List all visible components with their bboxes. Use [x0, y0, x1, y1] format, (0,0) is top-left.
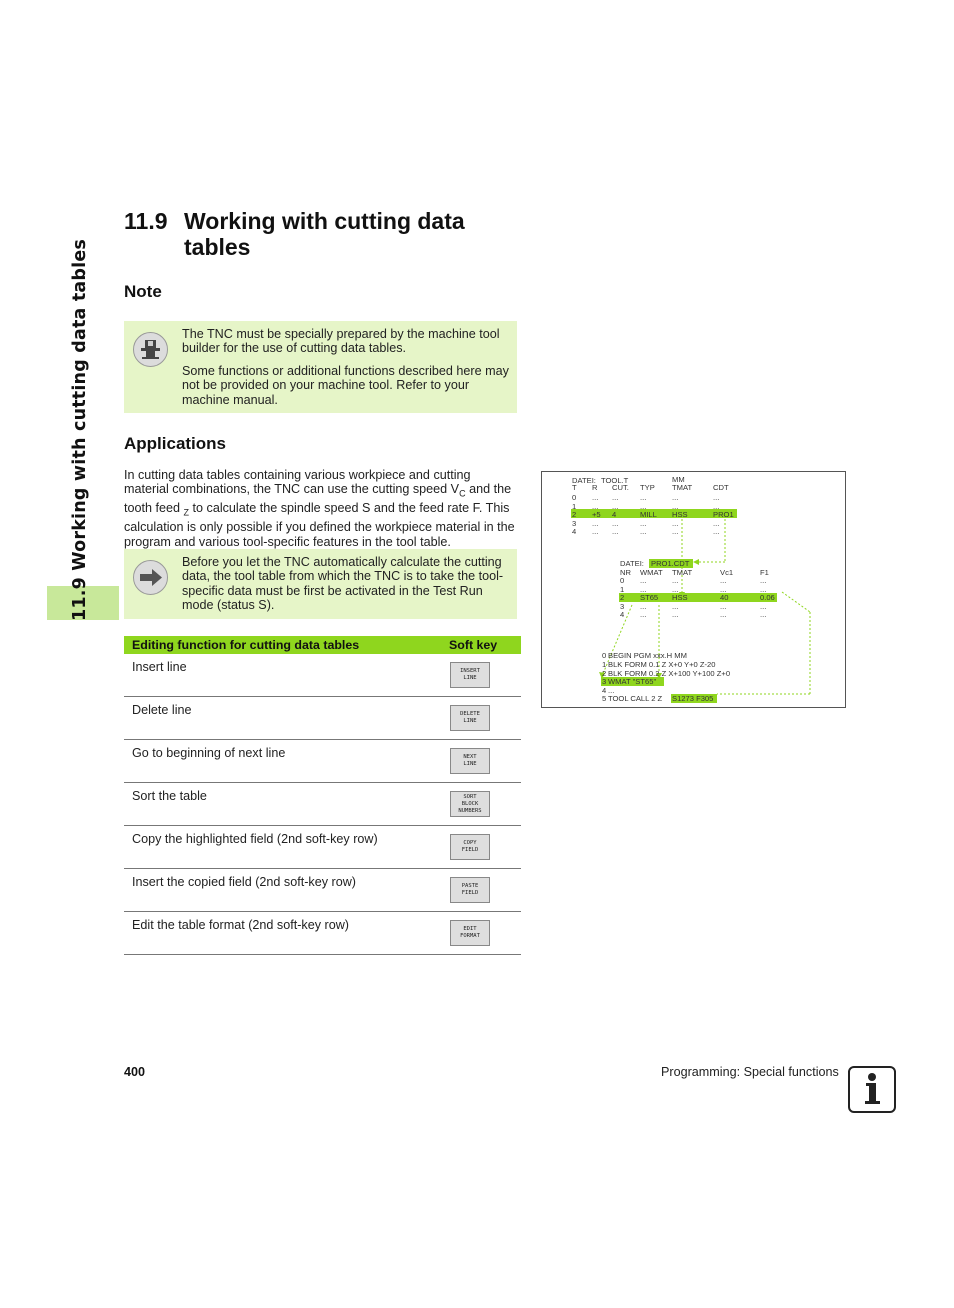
program-line-text: BLK FORM 0.2 Z X+100 Y+100 Z+0 — [608, 669, 731, 678]
info-text: Before you let the TNC automatically calculate the cutting data, the tool table from which the TNC is to take the tool-specific data must be first be activated in the Test Run mode (status S). — [182, 555, 504, 613]
applications-paragraph: In cutting data tables containing various workpiece and cutting material combinations, the TNC can use the cutting speed $V_C$ and the tooth feed $_Z$ to calculate the spindle speed S and the feed rate F. This calculation is only possible if you defined the workpiece material in the program and various tool-specific features in the tool table. — [124, 468, 515, 549]
tool-table-cell: PRO1 — [713, 510, 734, 519]
softkey-label: NUMBERS — [458, 807, 482, 814]
cdt-file-name: PRO1.CDT — [651, 559, 690, 568]
cdt-table-cell: ... — [760, 601, 767, 611]
cdt-table-header: NR — [620, 568, 631, 577]
cdt-table-cell: ... — [672, 576, 679, 585]
cdt-table-cell: ST65 — [640, 593, 659, 602]
softkey-cell — [441, 869, 521, 912]
tool-table-cell: ... — [640, 518, 647, 528]
tool-table-header: TMAT — [672, 483, 693, 492]
tool-table-header: CUT. — [612, 483, 629, 492]
function-label: Insert the copied field (2nd soft-key row) — [124, 869, 441, 912]
cdt-table-cell: 0.06 — [760, 593, 775, 602]
table-row — [124, 783, 521, 826]
table-header-function: Editing function for cutting data tables — [124, 636, 441, 654]
cdt-table-header: WMAT — [640, 568, 663, 577]
tool-table-cell: ... — [672, 501, 679, 511]
softkey-cell — [441, 697, 521, 740]
applications-heading: Applications — [124, 434, 227, 453]
program-line-text: TOOL CALL 2 Z — [608, 694, 663, 703]
softkey-label: FORMAT — [460, 933, 480, 939]
cdt-table-header: F1 — [760, 568, 769, 577]
softkey-label: LINE — [463, 718, 477, 724]
tool-table-cell: ... — [713, 518, 720, 528]
tool-table-cell: 1 — [572, 501, 577, 511]
cdt-table-cell: ... — [672, 601, 679, 611]
program-line-number: 2 — [602, 669, 607, 678]
file-label: DATEI: — [572, 476, 596, 485]
tool-table-cell: ... — [592, 493, 599, 502]
tool-table-cell: ... — [612, 493, 619, 502]
tool-table-cell: ... — [672, 493, 679, 502]
tool-table-cell: ... — [612, 518, 619, 528]
tool-table-cell: 3 — [572, 518, 577, 528]
program-line-number: 5 — [602, 694, 607, 703]
tool-table-cell: 4 — [612, 510, 617, 519]
softkey-cell — [441, 912, 521, 955]
table-row — [124, 912, 521, 955]
cdt-table-cell: 2 — [620, 593, 625, 602]
softkey-cell — [441, 654, 521, 697]
tool-table-cell: HSS — [672, 510, 688, 519]
softkey-label: INSERT — [460, 668, 480, 674]
cdt-table-cell: ... — [640, 576, 647, 585]
cdt-table-cell: ... — [720, 610, 727, 619]
softkey-label: BLOCK — [461, 800, 479, 807]
program-line-text: ... — [608, 686, 615, 695]
softkey-label: NEXT — [463, 754, 477, 760]
tool-table-cell: ... — [592, 527, 599, 536]
softkey-label: PASTE — [461, 883, 479, 889]
chapter-number: 11.9 — [124, 208, 168, 234]
cdt-table-cell: ... — [640, 610, 647, 619]
softkey-button[interactable] — [450, 877, 490, 903]
softkey-button[interactable] — [450, 791, 490, 817]
cdt-table-cell: 3 — [620, 601, 625, 611]
function-label: Delete line — [124, 697, 441, 740]
cdt-table-cell: ... — [672, 584, 679, 594]
tool-table-cell: ... — [713, 493, 720, 502]
program-line-highlight-text: S1273 F305 — [672, 694, 714, 703]
function-label: Insert line — [124, 654, 441, 697]
tool-table-header: R — [592, 483, 598, 492]
tool-table-cell: ... — [612, 501, 619, 511]
tool-table-cell: ... — [672, 518, 679, 528]
cdt-table-cell: 0 — [620, 576, 625, 585]
page-number: 400 — [124, 1065, 146, 1079]
tool-table-cell: ... — [640, 527, 647, 536]
cdt-table-cell: HSS — [672, 593, 688, 602]
cdt-table-cell: 1 — [620, 584, 625, 594]
tool-table-cell: ... — [592, 501, 599, 511]
table-row — [124, 826, 521, 869]
softkey-cell — [441, 783, 521, 826]
tool-table-cell: ... — [592, 518, 599, 528]
unit-label: MM — [672, 475, 685, 484]
softkey-button[interactable] — [450, 920, 490, 946]
table-row — [124, 740, 521, 783]
tool-table-cell: 4 — [572, 527, 577, 536]
softkey-label: FIELD — [461, 890, 479, 896]
arrow-right-icon — [133, 560, 168, 595]
table-header-softkey: Soft key — [441, 636, 521, 654]
softkey-label: COPY — [463, 840, 477, 846]
cdt-table-cell: 40 — [720, 593, 729, 602]
cdt-table-header: Vc1 — [720, 568, 734, 577]
note-box — [124, 321, 517, 413]
softkey-button[interactable] — [450, 662, 490, 688]
info-box — [124, 549, 517, 619]
softkey-label: LINE — [463, 761, 477, 767]
tool-table-cell: MILL — [640, 510, 657, 519]
cdt-table-cell: ... — [640, 584, 647, 594]
softkey-button[interactable] — [450, 834, 490, 860]
note-text — [182, 327, 512, 415]
cdt-table-cell: ... — [720, 601, 727, 611]
table-row — [124, 654, 521, 697]
cdt-table-cell: ... — [720, 576, 727, 585]
program-line-text: WMAT "ST65" — [608, 677, 657, 686]
softkey-label: LINE — [463, 675, 477, 681]
tool-table-cell: ... — [640, 493, 647, 502]
program-line-number: 1 — [602, 660, 607, 669]
tool-table-cell: ... — [713, 527, 720, 536]
table-row — [124, 869, 521, 912]
softkey-label: DELETE — [460, 711, 480, 717]
program-line-number: 0 — [602, 651, 607, 660]
softkey-label: EDIT — [463, 926, 477, 932]
softkey-label: FIELD — [461, 847, 479, 853]
cdt-table-cell: ... — [760, 576, 767, 585]
softkey-label: SORT — [463, 793, 477, 800]
footer-text: Programming: Special functions — [661, 1065, 839, 1079]
softkey-cell — [441, 740, 521, 783]
program-line-text: BLK FORM 0.1 Z X+0 Y+0 Z-20 — [608, 660, 716, 669]
tool-table-cell: 2 — [572, 510, 577, 519]
function-label: Sort the table — [124, 783, 441, 826]
tool-table-header: CDT — [713, 483, 729, 492]
tool-table-cell: ... — [713, 501, 720, 511]
cdt-table-cell: ... — [640, 601, 647, 611]
tool-table-header: TYP — [640, 483, 655, 492]
cdt-table-cell: ... — [672, 610, 679, 619]
file-name: TOOL.T — [601, 476, 629, 485]
softkey-button[interactable] — [450, 748, 490, 774]
machine-icon — [133, 332, 168, 367]
tool-table-cell: ... — [640, 501, 647, 511]
softkey-cell — [441, 826, 521, 869]
note-heading: Note — [124, 282, 162, 301]
program-line-number: 3 — [602, 677, 607, 686]
cdt-table-cell: ... — [760, 584, 767, 594]
softkey-button[interactable] — [450, 705, 490, 731]
function-label: Copy the highlighted field (2nd soft-key row) — [124, 826, 441, 869]
editing-functions-table — [124, 636, 521, 955]
note-paragraph-2: Some functions or additional functions described here may not be provided on your machine tool. Refer to your machine manual. — [182, 363, 509, 407]
side-tab-title: 11.9 Working with cutting data tables — [70, 238, 90, 621]
tool-table-cell: 0 — [572, 493, 577, 502]
tool-table-cell: +5 — [592, 510, 601, 519]
info-icon — [848, 1066, 896, 1113]
cdt-table-cell: ... — [760, 610, 767, 619]
function-label: Go to beginning of next line — [124, 740, 441, 783]
tool-table-header: T — [572, 483, 577, 492]
cdt-table-cell: 4 — [620, 610, 625, 619]
cdt-table-header: TMAT — [672, 568, 693, 577]
program-line-number: 4 — [602, 686, 607, 695]
tnc-screen-figure — [541, 471, 846, 708]
tool-table-cell: ... — [612, 527, 619, 536]
cdt-table-cell: ... — [720, 584, 727, 594]
table-row — [124, 697, 521, 740]
tool-table-cell: ... — [672, 527, 679, 536]
chapter-title: Working with cutting data tables — [184, 208, 465, 260]
cdt-file-label: DATEI: — [620, 559, 644, 568]
function-label: Edit the table format (2nd soft-key row) — [124, 912, 441, 955]
note-paragraph-1: The TNC must be specially prepared by the machine tool builder for the use of cutting data tables. — [182, 327, 500, 356]
program-line-text: BEGIN PGM xxx.H MM — [608, 651, 687, 660]
